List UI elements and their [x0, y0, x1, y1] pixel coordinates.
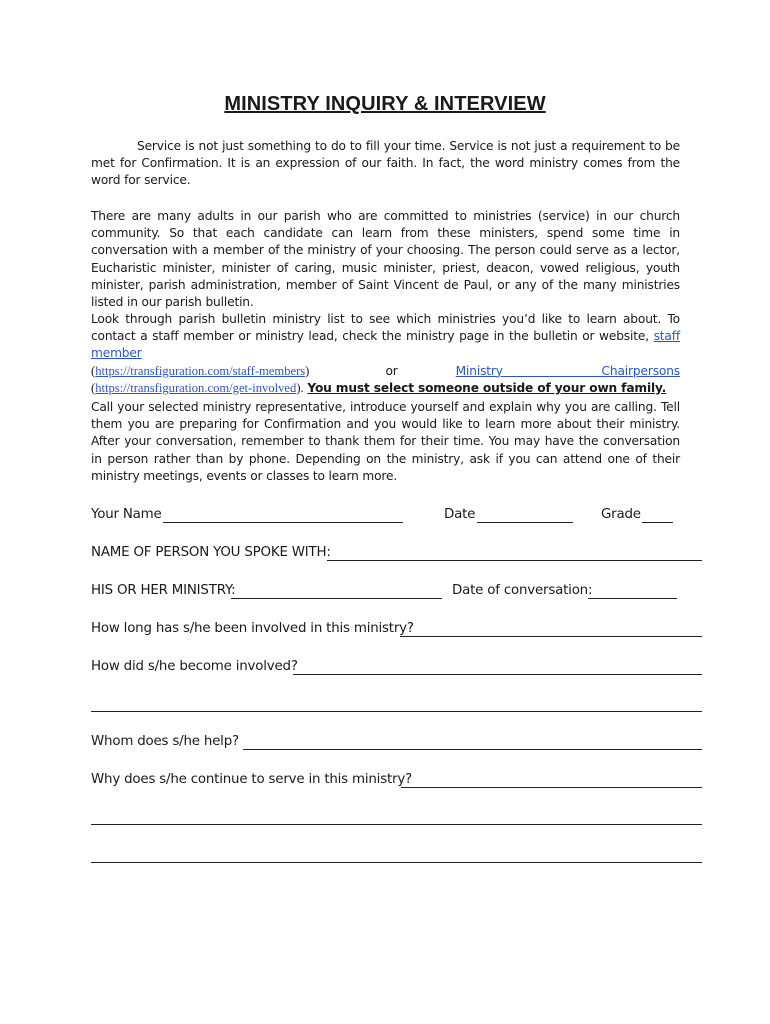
ministry-chairpersons-link[interactable]: Ministry Chairpersons	[455, 363, 680, 378]
ministry-label: HIS OR HER MINISTRY:	[91, 583, 236, 598]
grade-input-line[interactable]	[642, 522, 673, 523]
grade-label: Grade	[601, 507, 641, 522]
why-extra-line-1[interactable]	[91, 824, 702, 825]
call-paragraph: Call your selected ministry representative, introduce yourself and explain why you are calling. Tell them you are preparing for Confirmation and you would like to learn more about their ministry. After your conversation, remember to thank them for their time. You may have the conversation in person rather than by phone. Depending on the ministry, ask if you can attend one of their ministry meetings, events or classes to learn more.	[91, 400, 680, 483]
family-emphasis: You must select someone outside of your own family.	[307, 380, 667, 395]
contact-paragraph	[91, 311, 680, 397]
page-title: MINISTRY INQUIRY & INTERVIEW	[224, 93, 546, 115]
how-did-label: How did s/he become involved?	[91, 659, 298, 674]
conversation-date-input-line[interactable]	[588, 598, 677, 599]
why-input-line[interactable]	[401, 787, 702, 788]
get-involved-url-link[interactable]: https://transfiguration.com/get-involved	[95, 380, 297, 395]
links-line	[91, 363, 680, 380]
intro-paragraph	[91, 138, 680, 190]
your-name-input-line[interactable]	[163, 522, 403, 523]
how-did-extra-line[interactable]	[91, 711, 702, 712]
paren-open: (	[91, 363, 96, 378]
person-label: NAME OF PERSON YOU SPOKE WITH:	[91, 545, 331, 560]
ministry-row	[91, 583, 702, 603]
adults-paragraph: There are many adults in our parish who are committed to ministries (service) in our church community. So that each candidate can learn from these ministers, spend some time in conversation with a member of the ministry of your choosing. The person could serve as a lector, Eucharistic minister, minister of caring, music minister, priest, deacon, vowed religious, youth minister, parish administration, member of Saint Vincent de Paul, or any of the many ministries listed in our parish bulletin.	[91, 209, 680, 310]
person-row	[91, 545, 702, 565]
date-input-line[interactable]	[477, 522, 573, 523]
involved-url-group	[91, 381, 304, 395]
whom-input-line[interactable]	[243, 749, 702, 750]
paren-close: )	[305, 363, 310, 378]
how-long-label: How long has s/he been involved in this ministry?	[91, 621, 414, 636]
intro-text: Service is not just something to do to fill your time. Service is not just a requirement to be met for Confirmation. It is an expression of our faith. In fact, the word ministry comes from the word for service.	[91, 139, 680, 188]
date-label: Date	[444, 507, 476, 522]
paren-open: (	[91, 380, 96, 395]
how-long-input-line[interactable]	[400, 636, 702, 637]
staff-members-url-link[interactable]: https://transfiguration.com/staff-members	[95, 363, 306, 378]
whom-row	[91, 734, 702, 754]
how-long-row	[91, 621, 702, 641]
conversation-date-label: Date of conversation:	[452, 583, 593, 598]
how-did-input-line[interactable]	[293, 674, 702, 675]
why-row	[91, 772, 702, 792]
paren-close: ).	[296, 380, 304, 395]
how-did-row	[91, 659, 702, 679]
or-text: or	[385, 363, 398, 378]
whom-label: Whom does s/he help?	[91, 734, 239, 749]
why-label: Why does s/he continue to serve in this ministry?	[91, 772, 412, 787]
your-name-label: Your Name	[91, 507, 162, 522]
name-date-grade-row	[91, 507, 702, 527]
why-extra-line-2[interactable]	[91, 862, 702, 863]
ministry-input-line[interactable]	[231, 598, 442, 599]
person-input-line[interactable]	[327, 560, 702, 561]
staff-member-link[interactable]: staff member	[91, 329, 680, 361]
staff-url-group	[91, 363, 309, 380]
contact-text: Look through parish bulletin ministry list to see which ministries you’d like to learn about. To contact a staff member or ministry lead, check the ministry page in the bulletin or website,	[91, 312, 680, 344]
